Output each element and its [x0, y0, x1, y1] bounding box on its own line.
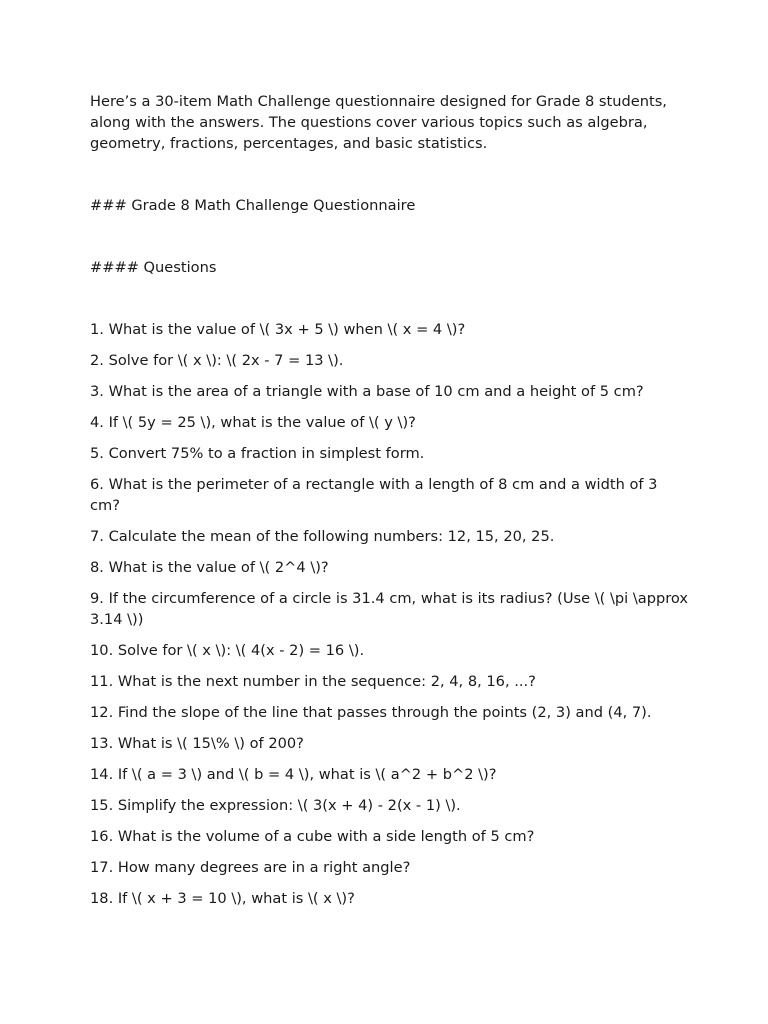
- question-item: 13. What is \( 15\% \) of 200?: [90, 735, 304, 752]
- questions-heading: #### Questions: [90, 259, 217, 276]
- question-item: 15. Simplify the expression: \( 3(x + 4) - 2(x - 1) \).: [90, 797, 461, 814]
- question-item: 5. Convert 75% to a fraction in simplest form.: [90, 445, 425, 462]
- question-item: 2. Solve for \( x \): \( 2x - 7 = 13 \).: [90, 352, 344, 369]
- question-item: 10. Solve for \( x \): \( 4(x - 2) = 16 \).: [90, 642, 365, 659]
- question-item: 17. How many degrees are in a right angle?: [90, 859, 411, 876]
- question-item: 7. Calculate the mean of the following numbers: 12, 15, 20, 25.: [90, 528, 555, 545]
- question-item: 12. Find the slope of the line that passes through the points (2, 3) and (4, 7).: [90, 704, 652, 721]
- question-item: 14. If \( a = 3 \) and \( b = 4 \), what is \( a^2 + b^2 \)?: [90, 766, 497, 783]
- question-list: [90, 319, 690, 909]
- question-item: 6. What is the perimeter of a rectangle with a length of 8 cm and a width of 3 cm?: [90, 476, 658, 514]
- question-item: 18. If \( x + 3 = 10 \), what is \( x \)?: [90, 890, 355, 907]
- question-item: 16. What is the volume of a cube with a side length of 5 cm?: [90, 828, 535, 845]
- question-item: 8. What is the value of \( 2^4 \)?: [90, 559, 329, 576]
- question-item: 9. If the circumference of a circle is 31.4 cm, what is its radius? (Use \( \pi \approx 3.14 \)): [90, 590, 689, 628]
- question-item: 3. What is the area of a triangle with a base of 10 cm and a height of 5 cm?: [90, 383, 644, 400]
- intro-paragraph: Here’s a 30-item Math Challenge questionnaire designed for Grade 8 students, along with the answers. The questions cover various topics such as algebra, geometry, fractions, percentages, and basic statistics.: [90, 93, 667, 152]
- document-title-heading: ### Grade 8 Math Challenge Questionnaire: [90, 197, 416, 214]
- question-item: 1. What is the value of \( 3x + 5 \) when \( x = 4 \)?: [90, 321, 466, 338]
- question-item: 11. What is the next number in the sequence: 2, 4, 8, 16, ...?: [90, 673, 536, 690]
- question-item: 4. If \( 5y = 25 \), what is the value of \( y \)?: [90, 414, 416, 431]
